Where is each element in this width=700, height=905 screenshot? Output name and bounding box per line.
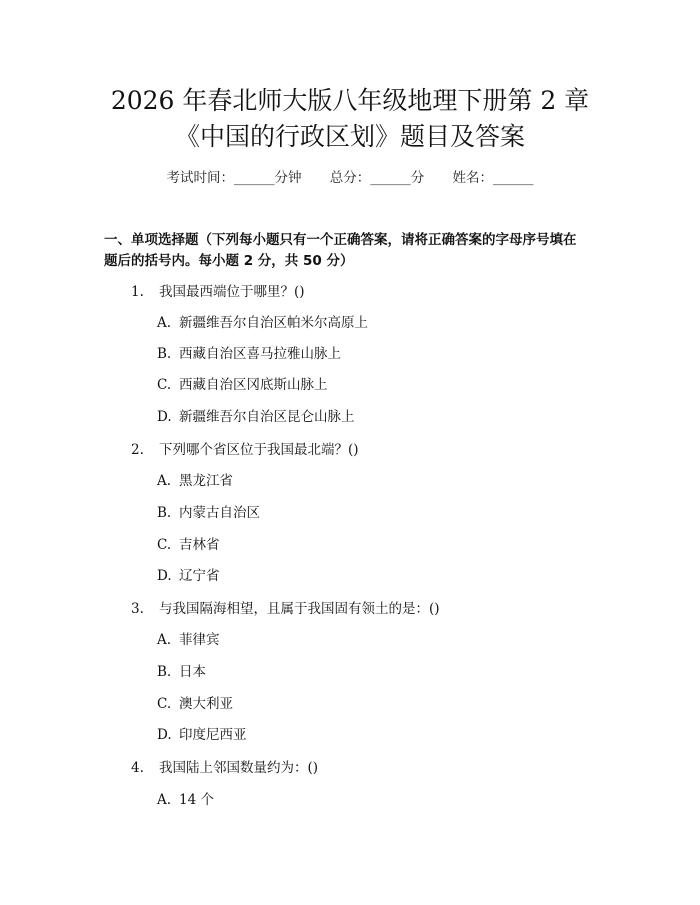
question-2-option-a xyxy=(157,471,233,491)
option-text: 吉林省 xyxy=(179,537,220,553)
question-number: 2. xyxy=(131,442,144,458)
question-1-option-b xyxy=(157,344,341,364)
question-text: 与我国隔海相望，且属于我国固有领土的是：() xyxy=(159,601,440,617)
option-letter: B. xyxy=(157,346,172,362)
option-text: 日本 xyxy=(179,664,206,680)
question-2-option-c xyxy=(157,535,220,555)
option-letter: C. xyxy=(157,696,172,712)
option-letter: C. xyxy=(157,377,172,393)
option-text: 新疆维吾尔自治区帕米尔高原上 xyxy=(179,315,368,331)
total-score-field: 总分：______分 xyxy=(329,170,425,186)
question-3-option-d xyxy=(157,725,247,745)
option-text: 14 个 xyxy=(179,792,214,808)
question-text: 我国最西端位于哪里？() xyxy=(159,284,305,300)
question-3-option-c xyxy=(157,694,233,714)
option-letter: D. xyxy=(157,409,172,425)
question-2-option-d xyxy=(157,566,220,586)
option-text: 西藏自治区冈底斯山脉上 xyxy=(179,377,328,393)
option-text: 菲律宾 xyxy=(179,632,220,648)
question-number: 4. xyxy=(131,760,144,776)
option-letter: A. xyxy=(157,792,172,808)
question-text: 我国陆上邻国数量约为：() xyxy=(159,760,319,776)
question-2-option-b xyxy=(157,503,260,523)
question-2 xyxy=(131,440,359,460)
option-text: 澳大利亚 xyxy=(179,696,233,712)
option-text: 印度尼西亚 xyxy=(179,727,247,743)
option-letter: D. xyxy=(157,727,172,743)
option-letter: D. xyxy=(157,568,172,584)
document-title-line-2: 《中国的行政区划》题目及答案 xyxy=(174,122,525,151)
question-1-option-d xyxy=(157,407,355,427)
section-heading-line-1: 一、单项选择题（下列每小题只有一个正确答案，请将正确答案的字母序号填在 xyxy=(104,232,577,248)
question-1-option-c xyxy=(157,375,328,395)
question-4 xyxy=(131,758,318,778)
option-letter: C. xyxy=(157,537,172,553)
question-1 xyxy=(131,282,305,302)
question-1-option-a xyxy=(157,313,368,333)
question-number: 3. xyxy=(131,601,144,617)
option-letter: A. xyxy=(157,473,172,489)
question-3 xyxy=(131,599,440,619)
question-4-option-a xyxy=(157,790,214,810)
option-letter: B. xyxy=(157,664,172,680)
option-text: 西藏自治区喜马拉雅山脉上 xyxy=(179,346,341,362)
option-text: 黑龙江省 xyxy=(179,473,233,489)
option-text: 内蒙古自治区 xyxy=(179,505,260,521)
section-heading-line-2: 题后的括号内。每小题 2 分，共 50 分） xyxy=(104,253,354,269)
student-name-field: 姓名：______ xyxy=(452,170,534,186)
option-letter: A. xyxy=(157,632,172,648)
question-text: 下列哪个省区位于我国最北端？() xyxy=(159,442,359,458)
option-text: 辽宁省 xyxy=(179,568,220,584)
option-letter: A. xyxy=(157,315,172,331)
exam-meta xyxy=(0,168,700,188)
question-number: 1. xyxy=(131,284,144,300)
option-text: 新疆维吾尔自治区昆仑山脉上 xyxy=(179,409,355,425)
exam-time-field: 考试时间：______分钟 xyxy=(166,170,302,186)
option-letter: B. xyxy=(157,505,172,521)
question-3-option-b xyxy=(157,662,206,682)
question-3-option-a xyxy=(157,630,220,650)
document-title-line-1: 2026 年春北师大版八年级地理下册第 2 章 xyxy=(110,86,590,115)
